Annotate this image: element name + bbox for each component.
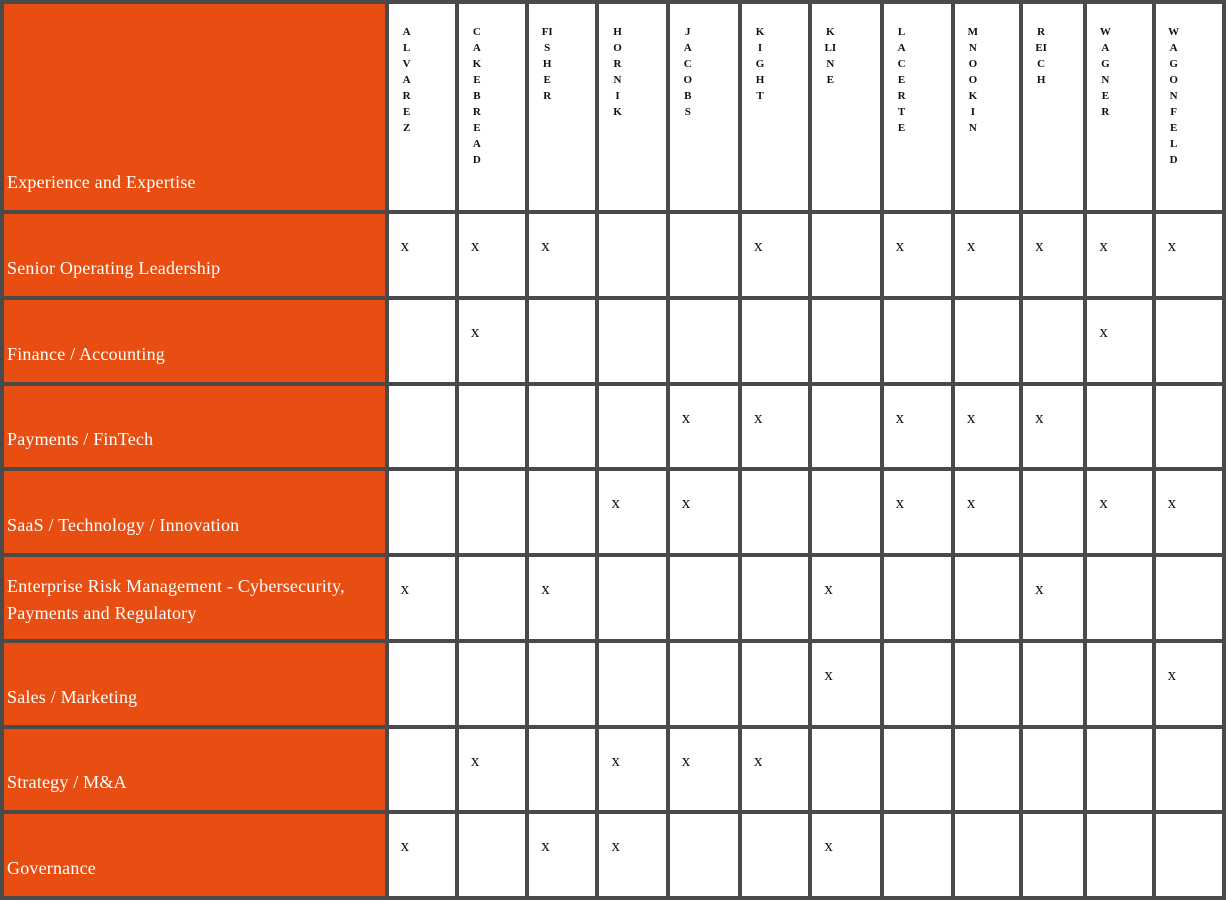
table-row — [4, 729, 1222, 811]
mark-cell: x — [459, 214, 525, 296]
mark-cell: x — [742, 729, 808, 811]
table-row — [4, 814, 1222, 896]
director-name: MNOOKIN — [967, 26, 979, 134]
mark-cell — [1023, 814, 1083, 896]
mark-cell: x — [884, 386, 951, 468]
mark-cell: x — [1156, 214, 1222, 296]
mark-cell: x — [529, 814, 595, 896]
mark-cell — [884, 729, 951, 811]
director-name: FISHER — [541, 26, 553, 102]
mark-cell: x — [459, 300, 525, 382]
director-name: REICH — [1035, 26, 1047, 86]
mark-cell: x — [599, 471, 665, 553]
mark-cell — [1087, 814, 1151, 896]
mark-cell — [599, 386, 665, 468]
mark-cell — [389, 300, 455, 382]
mark-cell: x — [1023, 386, 1083, 468]
mark-cell — [529, 386, 595, 468]
mark-cell: x — [670, 386, 738, 468]
mark-cell — [599, 557, 665, 639]
director-name: HORNIK — [613, 26, 622, 118]
expertise-label: SaaS / Technology / Innovation — [4, 471, 385, 553]
table-row — [4, 643, 1222, 725]
mark-cell — [884, 643, 951, 725]
mark-cell — [812, 471, 879, 553]
mark-cell — [1087, 386, 1151, 468]
director-name: JACOBS — [683, 26, 693, 118]
table-row — [4, 214, 1222, 296]
mark-cell: x — [955, 471, 1019, 553]
mark-cell: x — [1087, 214, 1151, 296]
expertise-label: Enterprise Risk Management - Cybersecurity, Payments and Regulatory — [4, 557, 385, 639]
mark-cell: x — [955, 386, 1019, 468]
mark-cell: x — [884, 471, 951, 553]
mark-cell — [389, 386, 455, 468]
director-header-cakebread — [459, 4, 525, 210]
mark-cell: x — [955, 214, 1019, 296]
mark-cell — [884, 300, 951, 382]
director-header-hornik — [599, 4, 665, 210]
director-header-kline — [812, 4, 879, 210]
director-name: ALVAREZ — [402, 26, 411, 134]
director-name: CAKEBREAD — [472, 26, 482, 166]
expertise-label: Governance — [4, 814, 385, 896]
expertise-label: Sales / Marketing — [4, 643, 385, 725]
mark-cell: x — [599, 729, 665, 811]
table-row — [4, 300, 1222, 382]
mark-cell — [670, 814, 738, 896]
director-header-jacobs — [670, 4, 738, 210]
mark-cell: x — [599, 814, 665, 896]
mark-cell — [884, 557, 951, 639]
mark-cell: x — [884, 214, 951, 296]
expertise-label: Payments / FinTech — [4, 386, 385, 468]
mark-cell — [599, 643, 665, 725]
mark-cell — [1156, 300, 1222, 382]
director-header-reich — [1023, 4, 1083, 210]
mark-cell: x — [742, 386, 808, 468]
mark-cell — [670, 643, 738, 725]
mark-cell — [670, 300, 738, 382]
mark-cell: x — [459, 729, 525, 811]
mark-cell — [742, 300, 808, 382]
mark-cell: x — [389, 557, 455, 639]
mark-cell — [812, 386, 879, 468]
mark-cell: x — [389, 814, 455, 896]
mark-cell — [459, 814, 525, 896]
mark-cell: x — [1023, 214, 1083, 296]
director-name: LACERTE — [897, 26, 906, 134]
mark-cell — [1087, 643, 1151, 725]
mark-cell — [812, 214, 879, 296]
corner-label: Experience and Expertise — [4, 4, 385, 210]
mark-cell: x — [1087, 300, 1151, 382]
mark-cell — [1156, 814, 1222, 896]
mark-cell: x — [742, 214, 808, 296]
mark-cell: x — [812, 643, 879, 725]
mark-cell — [389, 471, 455, 553]
mark-cell — [1156, 386, 1222, 468]
mark-cell — [742, 557, 808, 639]
expertise-label: Senior Operating Leadership — [4, 214, 385, 296]
director-header-mnookin — [955, 4, 1019, 210]
mark-cell — [459, 471, 525, 553]
mark-cell — [459, 386, 525, 468]
expertise-label: Finance / Accounting — [4, 300, 385, 382]
director-header-wagner — [1087, 4, 1151, 210]
mark-cell — [529, 729, 595, 811]
director-name: WAGNER — [1099, 26, 1111, 118]
mark-cell: x — [670, 471, 738, 553]
mark-cell — [529, 471, 595, 553]
mark-cell — [955, 643, 1019, 725]
mark-cell: x — [529, 214, 595, 296]
mark-cell — [955, 300, 1019, 382]
director-header-alvarez — [389, 4, 455, 210]
mark-cell — [742, 471, 808, 553]
mark-cell — [812, 729, 879, 811]
mark-cell — [812, 300, 879, 382]
mark-cell — [599, 214, 665, 296]
mark-cell — [670, 557, 738, 639]
mark-cell — [1023, 471, 1083, 553]
mark-cell — [1087, 557, 1151, 639]
table-row — [4, 471, 1222, 553]
director-name: KIGHT — [755, 26, 765, 102]
matrix-body — [4, 214, 1222, 896]
mark-cell — [955, 557, 1019, 639]
mark-cell — [1023, 643, 1083, 725]
header-row — [4, 4, 1222, 210]
director-name: KLINE — [824, 26, 837, 86]
mark-cell — [1156, 729, 1222, 811]
mark-cell — [1023, 300, 1083, 382]
director-header-lacerte — [884, 4, 951, 210]
mark-cell: x — [1023, 557, 1083, 639]
mark-cell: x — [529, 557, 595, 639]
table-row — [4, 386, 1222, 468]
mark-cell — [529, 300, 595, 382]
mark-cell — [1023, 729, 1083, 811]
mark-cell — [599, 300, 665, 382]
expertise-label: Strategy / M&A — [4, 729, 385, 811]
mark-cell: x — [1156, 471, 1222, 553]
mark-cell: x — [1156, 643, 1222, 725]
mark-cell: x — [812, 814, 879, 896]
mark-cell — [389, 643, 455, 725]
mark-cell — [742, 814, 808, 896]
mark-cell — [742, 643, 808, 725]
mark-cell — [389, 729, 455, 811]
mark-cell — [1156, 557, 1222, 639]
mark-cell: x — [670, 729, 738, 811]
mark-cell — [955, 729, 1019, 811]
mark-cell — [459, 557, 525, 639]
director-name: WAGONFELD — [1168, 26, 1180, 166]
mark-cell: x — [812, 557, 879, 639]
mark-cell — [670, 214, 738, 296]
mark-cell: x — [1087, 471, 1151, 553]
mark-cell — [884, 814, 951, 896]
mark-cell — [529, 643, 595, 725]
mark-cell — [459, 643, 525, 725]
table-row — [4, 557, 1222, 639]
mark-cell — [1087, 729, 1151, 811]
mark-cell — [955, 814, 1019, 896]
director-header-kight — [742, 4, 808, 210]
director-header-fisher — [529, 4, 595, 210]
director-header-wagonfeld — [1156, 4, 1222, 210]
mark-cell: x — [389, 214, 455, 296]
